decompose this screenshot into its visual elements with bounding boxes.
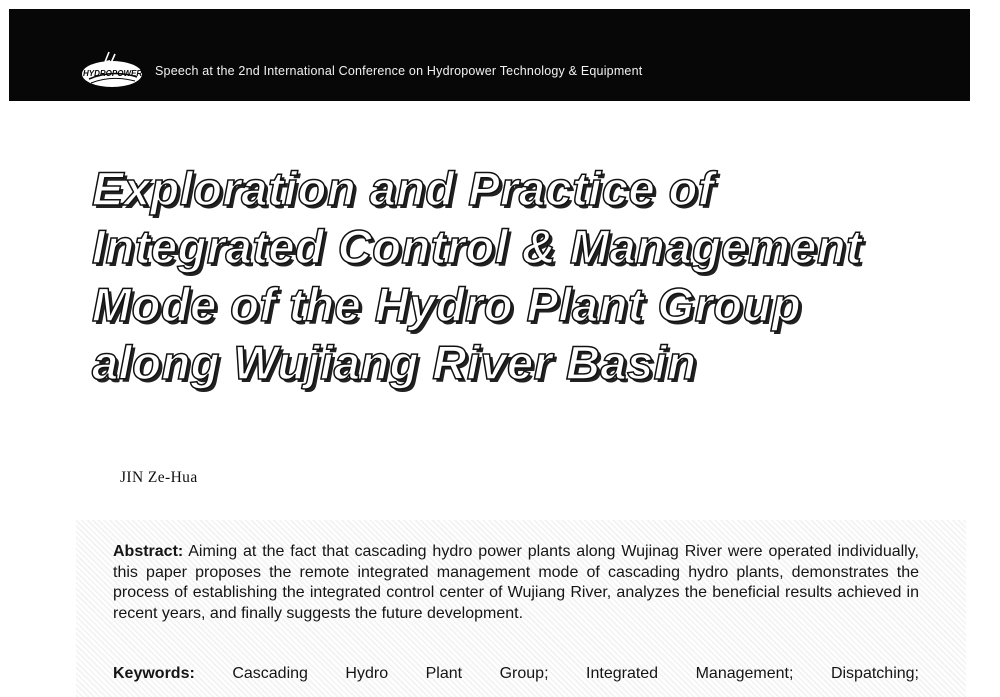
- header-bar: [9, 9, 970, 101]
- abstract: [113, 542, 919, 624]
- keywords-text: Cascading Hydro Plant Group; Integrated Management; Dispatching;: [232, 665, 919, 682]
- keywords: [113, 664, 919, 685]
- abstract-label: Abstract:: [113, 543, 184, 560]
- abstract-text: Aiming at the fact that cascading hydro power plants along Wujinag River were operated individually, this paper proposes the remote integrated management mode of cascading hydro plants, demonstrates the process of establishing the integrated control center of Wujiang River, analyzes the beneficial results achieved in recent years, and finally suggests the future development.: [113, 543, 919, 622]
- paper-title: [92, 160, 952, 392]
- svg-text:HYDROPOWER: HYDROPOWER: [83, 69, 143, 78]
- keywords-label: Keywords:: [113, 665, 195, 682]
- hydropower-logo-icon: [79, 49, 149, 93]
- title-line: Mode of the Hydro Plant Group: [92, 278, 802, 331]
- conference-header: Speech at the 2nd International Conference on Hydropower Technology & Equipment: [155, 64, 643, 78]
- title-line: Integrated Control & Management: [92, 220, 863, 273]
- title-line: along Wujiang River Basin: [92, 336, 697, 389]
- author-name: JIN Ze-Hua: [120, 469, 198, 486]
- title-line: Exploration and Practice of: [92, 162, 715, 215]
